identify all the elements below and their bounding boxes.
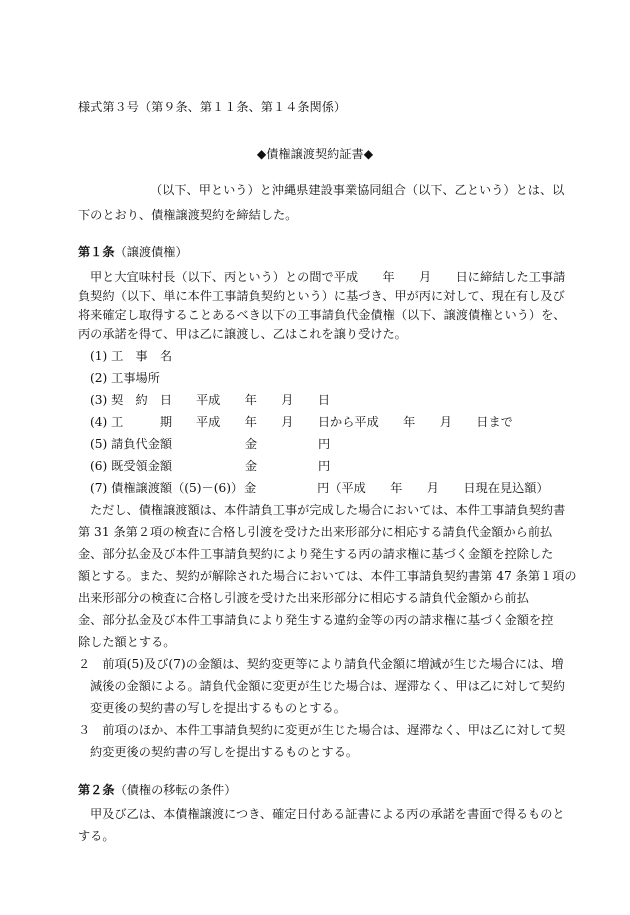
- list-item: [90, 350, 172, 362]
- document-title: ◆債権譲渡契約証書◆: [256, 147, 374, 161]
- paragraph-line: 除した額とする。: [78, 635, 176, 649]
- paragraph-line: 第 31 条第２項の検査に合格し引渡を受けた出来形部分に相応する請負代金額から前払: [78, 525, 553, 539]
- paragraph-line: 金、部分払金及び本件工事請負により発生する違約金等の丙の請求権に基づく金額を控: [78, 613, 554, 627]
- paragraph-line: 甲及び乙は、本債権譲渡につき、確定日付ある証書による丙の承諾を書面で得るものと: [90, 807, 565, 821]
- item-number: (5): [90, 437, 108, 451]
- list-item: [90, 372, 160, 384]
- item-label: 既受領金額: [111, 459, 173, 473]
- article-1-heading: [78, 246, 188, 258]
- clause-line: 約変更後の契約書の写しを提出するものとする。: [90, 745, 359, 759]
- item-value: 平成 年 月 日から平成 年 月 日まで: [196, 415, 513, 429]
- clause-line: ２ 前項(5)及び(7)の金額は、契約変更等により請負代金額に増減が生じた場合には、増: [78, 657, 564, 671]
- item-number: (1): [90, 349, 108, 363]
- clause-line: ３ 前項のほか、本件工事請負契約に変更が生じた場合は、遅滞なく、甲は乙に対して契: [78, 723, 566, 737]
- paragraph-line: 額とする。また、契約が解除された場合においては、本件工事請負契約書第 47 条第１項の: [78, 569, 577, 583]
- item-value: 金 円: [184, 459, 331, 473]
- item-value: 金 円（平成 年 月 日現在見込額）: [244, 481, 549, 495]
- item-label: 工事場所: [111, 371, 160, 385]
- item-value: 金 円: [184, 437, 331, 451]
- article-subtitle: （譲渡債権）: [114, 245, 188, 259]
- list-item: [90, 394, 172, 406]
- item-label: 債権譲渡額（(5)－(6)）: [111, 481, 244, 495]
- list-item: [90, 460, 172, 472]
- paragraph-line: 甲と大宜味村長（以下、丙という）との間で平成 年 月 日に締結した工事請: [90, 270, 566, 284]
- paragraph-line: 出来形部分の検査に合格し引渡を受けた出来形部分に相応する請負代金額から前払: [78, 591, 529, 605]
- item-number: (3): [90, 393, 108, 407]
- paragraph-line: 将来確定し取得することあるべき以下の工事請負代金債権（以下、譲渡債権という）を、: [78, 308, 566, 322]
- article-2-heading: [78, 784, 236, 796]
- list-item: [90, 416, 172, 428]
- item-number: (6): [90, 459, 108, 473]
- paragraph-line: 負契約（以下、単に本件工事請負契約という）に基づき、甲が丙に対して、現在有し及び: [78, 289, 565, 303]
- item-label: 請負代金額: [111, 437, 173, 451]
- paragraph-line: 金、部分払金及び本件工事請負契約により発生する丙の請求権に基づく金額を控除した: [78, 547, 554, 561]
- item-label: 工 事 名: [111, 349, 173, 363]
- item-number: (7): [90, 481, 108, 495]
- paragraph-line: ただし、債権譲渡額は、本件請負工事が完成した場合においては、本件工事請負契約書: [90, 503, 566, 517]
- item-value: 平成 年 月 日: [196, 393, 331, 407]
- item-label: 契 約 日: [111, 393, 173, 407]
- form-number: 様式第３号（第９条、第１１条、第１４条関係）: [78, 100, 347, 114]
- clause-line: 減後の金額による。請負代金額に変更が生じた場合は、遅滞なく、甲は乙に対して契約: [90, 679, 566, 693]
- item-number: (2): [90, 371, 108, 385]
- paragraph-line: する。: [78, 829, 115, 843]
- article-number: 第１条: [78, 245, 115, 259]
- intro-line: 下のとおり、債権譲渡契約を締結した。: [78, 208, 298, 222]
- list-item: [90, 438, 172, 450]
- list-item: [90, 482, 243, 494]
- item-number: (4): [90, 415, 108, 429]
- intro-line: （以下、甲という）と沖縄県建設事業協同組合（以下、乙という）とは、以: [150, 183, 565, 197]
- item-label: 工 期: [111, 415, 173, 429]
- article-subtitle: （債権の移転の条件）: [114, 783, 237, 797]
- clause-line: 変更後の契約書の写しを提出するものとする。: [90, 701, 346, 715]
- article-number: 第２条: [78, 783, 115, 797]
- paragraph-line: 丙の承諾を得て、甲は乙に譲渡し、乙はこれを譲り受けた。: [78, 327, 407, 341]
